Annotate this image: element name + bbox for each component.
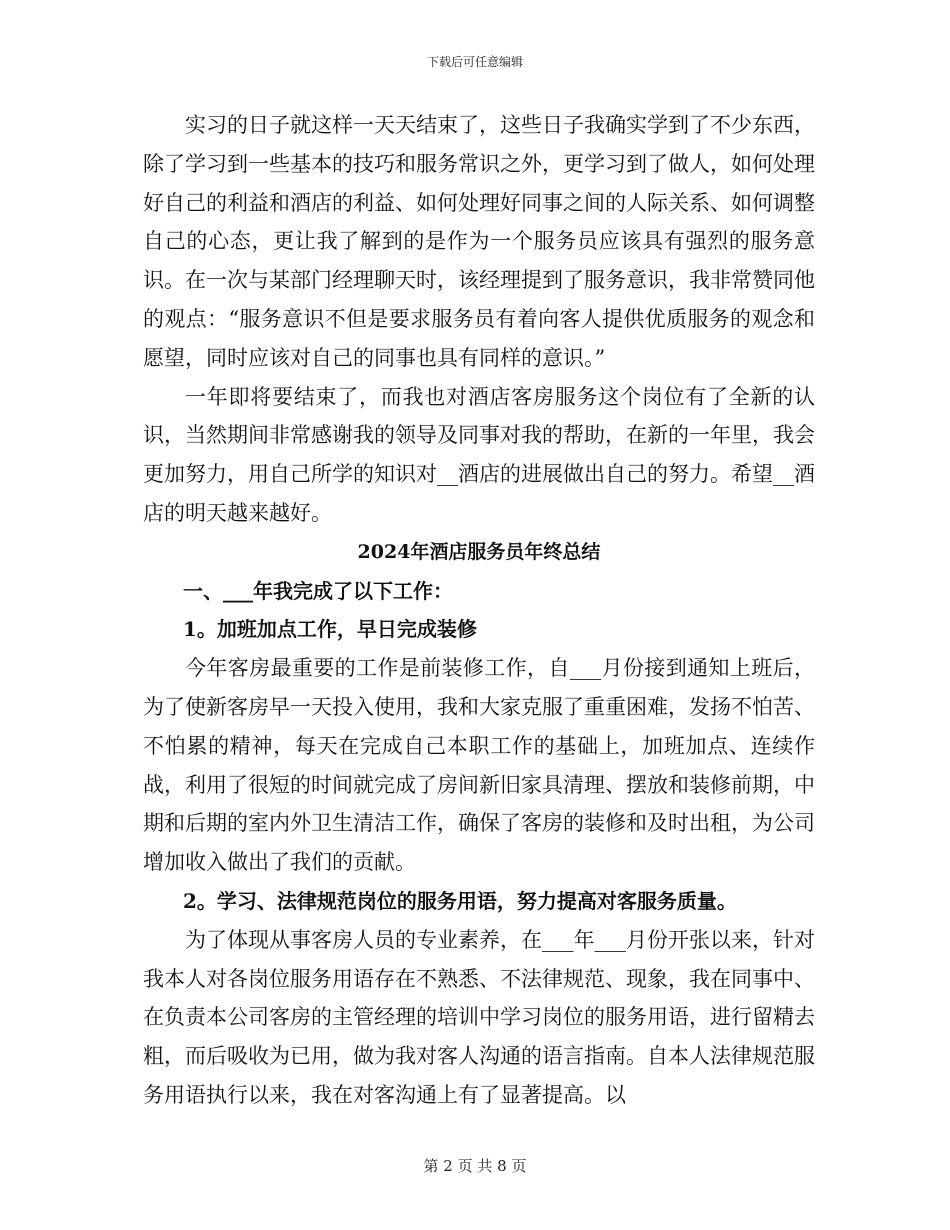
section-title: 2024年酒店服务员年终总结 xyxy=(357,540,601,563)
paragraph-year-end: 一年即将要结束了，而我也对酒店客房服务这个岗位有了全新的认识，当然期间非常感谢我的领导及同事对我的帮助，在新的一年里，我会更加努力，用自己所学的知识对__酒店的进展做出自己的努力。希望__酒店的明天越来越好。 xyxy=(143,384,815,525)
paragraph-service-language: 为了体现从事客房人员的专业素养，在___年___月份开张以来，针对我本人对各岗位服务用语存在不熟悉、不法律规范、现象，我在同事中、在负责本公司客房的主管经理的培训中学习岗位的服务用语，进行留精去粗，而后吸收为已用，做为我对客人沟通的语言指南。自本人法律规范服务用语执行以来，我在对客沟通上有了显著提高。以 xyxy=(143,927,815,1107)
section-heading-work-done: 一、___年我完成了以下工作： xyxy=(183,578,453,603)
document-body xyxy=(143,106,815,1115)
paragraph-internship-summary: 实习的日子就这样一天天结束了，这些日子我确实学到了不少东西，除了学习到一些基本的技巧和服务常识之外，更学习到了做人，如何处理好自己的利益和酒店的利益、如何处理好同事之间的人际关系、如何调整自己的心态，更让我了解到的是作为一个服务员应该具有强烈的服务意识。在一次与某部门经理聊天时，该经理提到了服务意识，我非常赞同他的观点：“服务意识不但是要求服务员有着向客人提供优质服务的观念和愿望，同时应该对自己的同事也具有同样的意识。” xyxy=(143,113,815,370)
paragraph-renovation: 今年客房最重要的工作是前装修工作，自___月份接到通知上班后，为了使新客房早一天投入使用，我和大家克服了重重困难，发扬不怕苦、不怕累的精神，每天在完成自己本职工作的基础上，加班加点、连续作战，利用了很短的时间就完成了房间新旧家具清理、摆放和装修前期，中期和后期的室内外卫生清洁工作，确保了客房的装修和及时出租，为公司增加收入做出了我们的贡献。 xyxy=(143,656,815,875)
page-footer: 第 2 页 共 8 页 xyxy=(423,1157,527,1175)
subheading-service-language: 2。学习、法律规范岗位的服务用语，努力提高对客服务质量。 xyxy=(183,888,737,913)
page-header: 下载后可任意编辑 xyxy=(426,55,523,69)
subheading-overtime-renovation: 1。加班加点工作，早日完成装修 xyxy=(183,617,477,642)
